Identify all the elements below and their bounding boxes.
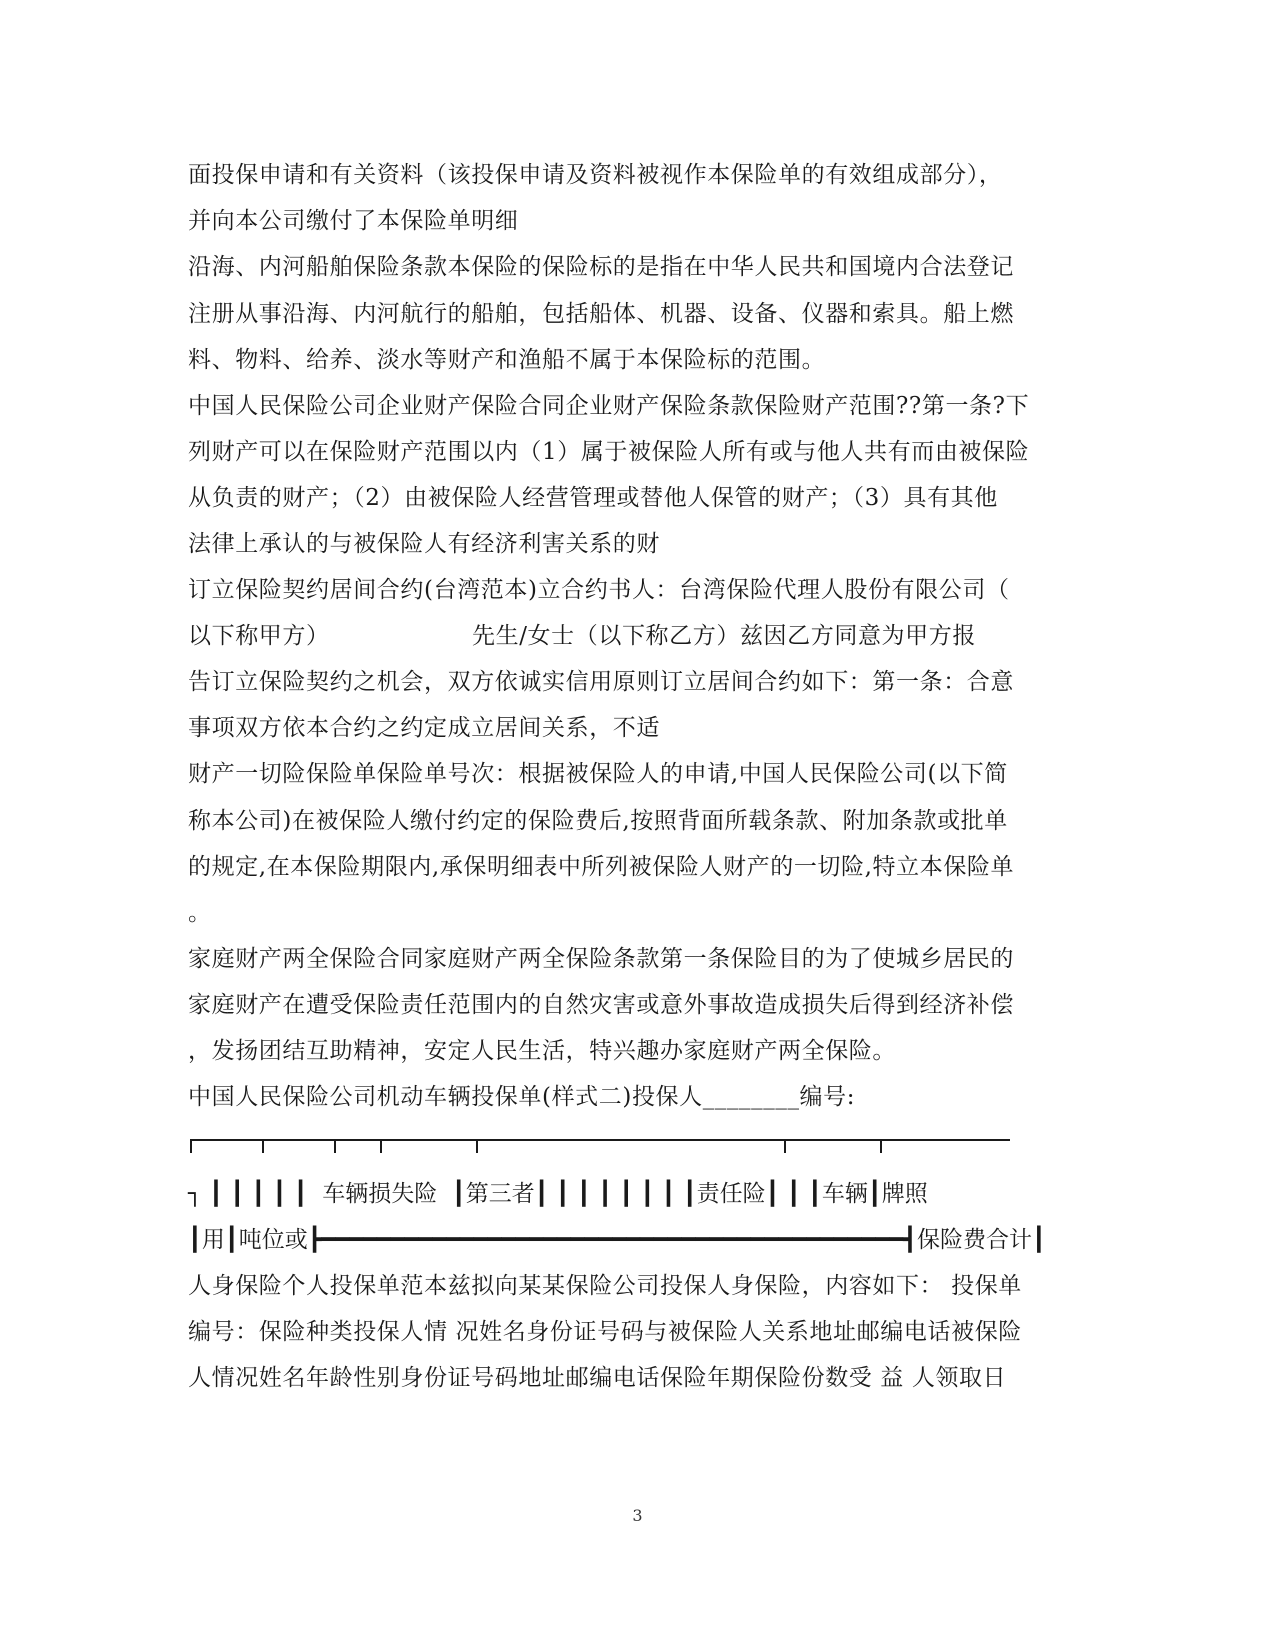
text-line: 告订立保险契约之机会，双方依诚实信用原则订立居间合约如下：第一条：合意 bbox=[188, 669, 1014, 695]
text-line: 订立保险契约居间合约(台湾范本)立合约书人：台湾保险代理人股份有限公司（ bbox=[188, 577, 1010, 603]
text-line: 家庭财产在遭受保险责任范围内的自然灾害或意外事故造成损失后得到经济补偿 bbox=[188, 992, 1014, 1018]
table-tick bbox=[880, 1139, 882, 1153]
table-row: ┐ ┃ ┃ ┃ ┃ ┃ 车辆损失险 ┃第三者┃ ┃ ┃ ┃ ┃ ┃ ┃ ┃责任险┃ ┃ ┃车辆┃牌照 bbox=[188, 1181, 928, 1207]
text-line: 注册从事沿海、内河航行的船舶，包括船体、机器、设备、仪器和索具。船上燃 bbox=[188, 301, 1014, 327]
text-line: 的规定,在本保险期限内,承保明细表中所列被保险人财产的一切险,特立本保险单 bbox=[188, 854, 1015, 880]
text-line: 中国人民保险公司企业财产保险合同企业财产保险条款保险财产范围??第一条?下 bbox=[188, 393, 1030, 419]
text-line: 财产一切险保险单保险单号次：根据被保险人的申请,中国人民保险公司(以下简 bbox=[188, 761, 1008, 787]
text-line: 人情况姓名年龄性别身份证号码地址邮编电话保险年期保险份数受 益 人领取日 bbox=[188, 1365, 1007, 1391]
text-line: 列财产可以在保险财产范围以内（1）属于被保险人所有或与他人共有而由被保险 bbox=[188, 439, 1030, 465]
table-tick bbox=[262, 1139, 264, 1153]
table-top-rule bbox=[190, 1139, 1010, 1141]
text-line: ，发扬团结互助精神，安定人民生活，特兴趣办家庭财产两全保险。 bbox=[188, 1038, 896, 1064]
text-line: 中国人民保险公司机动车辆投保单(样式二)投保人________编号: bbox=[188, 1084, 856, 1110]
text-line: 并向本公司缴付了本保险单明细 bbox=[188, 208, 519, 234]
text-line: 从负责的财产；（2）由被保险人经营管理或替他人保管的财产；（3）具有其他 bbox=[188, 485, 998, 511]
text-line: 。 bbox=[188, 900, 212, 926]
table-tick bbox=[476, 1139, 478, 1153]
text-line: 称本公司)在被保险人缴付约定的保险费后,按照背面所载条款、附加条款或批单 bbox=[188, 808, 1008, 834]
table-tick bbox=[380, 1139, 382, 1153]
text-line: 法律上承认的与被保险人有经济利害关系的财 bbox=[188, 531, 660, 557]
table-tick bbox=[190, 1139, 192, 1153]
text-line: 家庭财产两全保险合同家庭财产两全保险条款第一条保险目的为了使城乡居民的 bbox=[188, 946, 1014, 972]
text-line: 编号：保险种类投保人情 况姓名身份证号码与被保险人关系地址邮编电话被保险 bbox=[188, 1319, 1022, 1345]
text-line: 沿海、内河船舶保险条款本保险的保险标的是指在中华人民共和国境内合法登记 bbox=[188, 254, 1014, 280]
table-tick bbox=[334, 1139, 336, 1153]
table-row: ┃用┃吨位或┣━━━━━━━━━━━━━━━━━━━━━━━━━━━━━━━━━━━━━━━━━━┫保险费合计┃ bbox=[188, 1227, 1046, 1253]
table-tick bbox=[784, 1139, 786, 1153]
page-number: 3 bbox=[632, 1506, 643, 1525]
text-line: 以下称甲方） 先生/女士（以下称乙方）兹因乙方同意为甲方报 bbox=[188, 623, 976, 649]
text-line: 料、物料、给养、淡水等财产和渔船不属于本保险标的范围。 bbox=[188, 347, 826, 373]
text-line: 人身保险个人投保单范本兹拟向某某保险公司投保人身保险，内容如下： 投保单 bbox=[188, 1273, 1022, 1299]
text-line: 事项双方依本合约之约定成立居间关系，不适 bbox=[188, 715, 660, 741]
text-line: 面投保申请和有关资料（该投保申请及资料被视作本保险单的有效组成部分）， bbox=[188, 162, 1003, 188]
